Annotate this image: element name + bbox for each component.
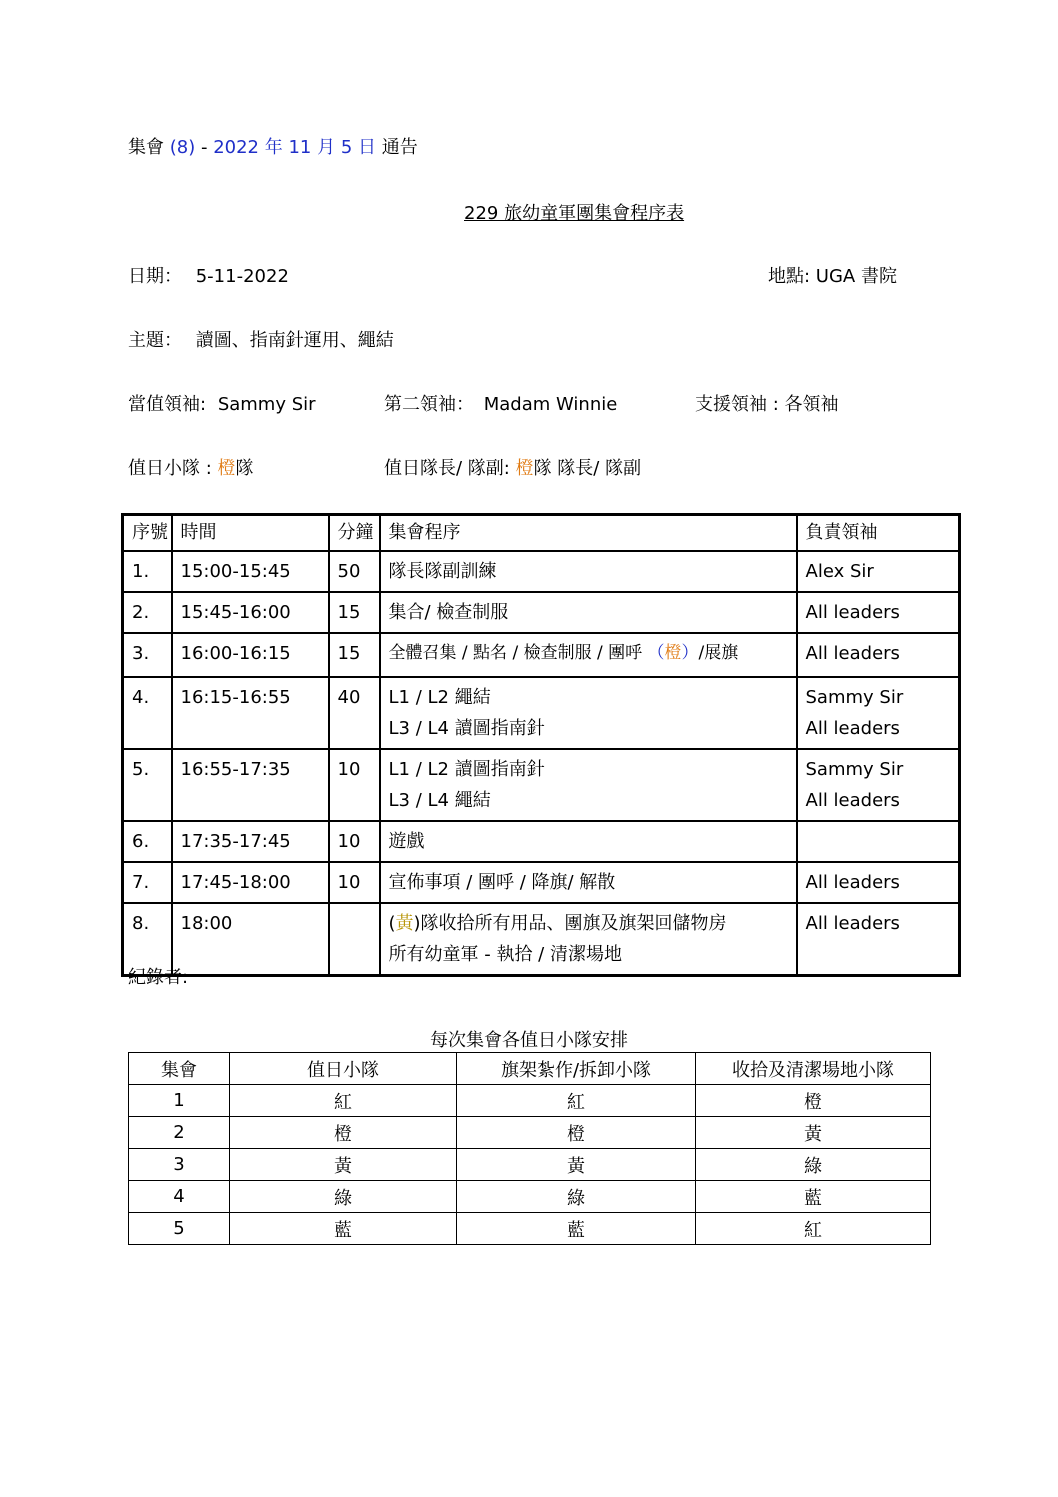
row-no: 1. xyxy=(123,551,172,592)
cell: 綠 xyxy=(457,1181,696,1213)
recorder-label: 紀錄者: xyxy=(128,967,189,988)
table-row xyxy=(123,749,960,821)
duty-patrol-leader-label: 值日隊長/ 隊副: xyxy=(384,458,516,479)
paren-open: ( xyxy=(388,913,396,934)
program-text: )隊收拾所有用品、團旗及旗架回儲物房 xyxy=(413,913,727,934)
row-time: 16:00-16:15 xyxy=(172,633,329,677)
leader-line-1: Sammy Sir xyxy=(805,759,904,780)
table-row xyxy=(123,862,960,903)
program-line-2: L3 / L4 讀圖指南針 xyxy=(388,718,545,739)
date-value: 5-11-2022 xyxy=(195,266,289,287)
table-row xyxy=(123,677,960,749)
theme-value: 讀圖、指南針運用、繩結 xyxy=(195,330,394,351)
notice-day-unit: 日 xyxy=(352,137,376,158)
second-leader-value: Madam Winnie xyxy=(483,394,618,415)
header-cleanup-patrol: 收拾及清潔場地小隊 xyxy=(696,1053,931,1085)
row-leader: All leaders xyxy=(797,862,960,903)
header-leader: 負責領袖 xyxy=(797,515,960,552)
theme-line xyxy=(128,326,394,352)
notice-heading xyxy=(128,133,418,159)
row-no: 2. xyxy=(123,592,172,633)
patrol-color: 橙 xyxy=(664,643,682,663)
close-paren: ） xyxy=(681,643,699,663)
row-time: 18:00 xyxy=(172,903,329,976)
notice-suffix: 通告 xyxy=(376,137,418,158)
leader-line-2: All leaders xyxy=(805,790,900,811)
leader-line-2: All leaders xyxy=(805,718,900,739)
second-leader-label: 第二領袖： xyxy=(384,394,474,415)
row-leader: All leaders xyxy=(797,592,960,633)
cell: 5 xyxy=(129,1213,230,1245)
row-program xyxy=(380,903,797,976)
cell: 藍 xyxy=(696,1181,931,1213)
notice-month: 11 xyxy=(288,137,312,158)
cell: 橙 xyxy=(457,1117,696,1149)
cell: 黃 xyxy=(457,1149,696,1181)
duty-leader-value: Sammy Sir xyxy=(217,394,316,415)
row-leader: All leaders xyxy=(797,903,960,976)
program-table-header xyxy=(123,515,960,552)
program-table xyxy=(121,513,961,977)
row-time: 15:00-15:45 xyxy=(172,551,329,592)
notice-dash: - xyxy=(195,137,214,158)
row-minutes: 40 xyxy=(329,677,380,749)
cell: 1 xyxy=(129,1085,230,1117)
duty-patrol xyxy=(128,454,254,480)
row-program: 隊長隊副訓練 xyxy=(380,551,797,592)
cell: 黃 xyxy=(230,1149,457,1181)
row-minutes: 10 xyxy=(329,821,380,862)
duty-patrol-suffix: 隊 xyxy=(235,458,254,479)
row-time: 16:15-16:55 xyxy=(172,677,329,749)
row-program: 遊戲 xyxy=(380,821,797,862)
duty-table xyxy=(128,1052,931,1245)
cell: 紅 xyxy=(457,1085,696,1117)
header-program: 集會程序 xyxy=(380,515,797,552)
program-text-end: /展旗 xyxy=(698,643,739,663)
cell: 紅 xyxy=(230,1085,457,1117)
row-program xyxy=(380,749,797,821)
cell: 4 xyxy=(129,1181,230,1213)
support-leaders: 支援領袖 : 各領袖 xyxy=(695,394,839,415)
row-minutes: 15 xyxy=(329,633,380,677)
cell: 橙 xyxy=(230,1117,457,1149)
row-no: 3. xyxy=(123,633,172,677)
date-line xyxy=(128,262,289,288)
row-minutes xyxy=(329,903,380,976)
table-row xyxy=(123,903,960,976)
duty-patrol-leaders xyxy=(384,454,641,480)
duty-leader-label: 當值領袖: xyxy=(128,394,207,415)
cell: 橙 xyxy=(696,1085,931,1117)
table-row xyxy=(129,1117,931,1149)
notice-year-unit: 年 xyxy=(259,137,289,158)
row-minutes: 50 xyxy=(329,551,380,592)
notice-month-unit: 月 xyxy=(311,137,341,158)
row-time: 16:55-17:35 xyxy=(172,749,329,821)
cell: 3 xyxy=(129,1149,230,1181)
open-paren: （ xyxy=(647,643,665,663)
header-no: 序號 xyxy=(123,515,172,552)
row-minutes: 10 xyxy=(329,862,380,903)
row-time: 17:35-17:45 xyxy=(172,821,329,862)
cell: 綠 xyxy=(230,1181,457,1213)
duty-patrol-label: 值日小隊 : xyxy=(128,458,218,479)
page-title: 229 旅幼童軍團集會程序表 xyxy=(464,203,685,224)
duty-patrol-color: 橙 xyxy=(217,458,236,479)
cell: 2 xyxy=(129,1117,230,1149)
duty-leader xyxy=(128,390,316,416)
program-line-1: L1 / L2 讀圖指南針 xyxy=(388,759,545,780)
row-program xyxy=(380,677,797,749)
row-program: 集合/ 檢查制服 xyxy=(380,592,797,633)
cell: 綠 xyxy=(696,1149,931,1181)
row-no: 5. xyxy=(123,749,172,821)
header-flag-patrol: 旗架紮作/拆卸小隊 xyxy=(457,1053,696,1085)
header-minutes: 分鐘 xyxy=(329,515,380,552)
patrol-color: 黃 xyxy=(395,913,414,934)
cell: 藍 xyxy=(230,1213,457,1245)
table-row xyxy=(129,1085,931,1117)
table-row xyxy=(129,1181,931,1213)
row-program: 宣佈事項 / 團呼 / 降旗/ 解散 xyxy=(380,862,797,903)
header-time: 時間 xyxy=(172,515,329,552)
leader-line-1: Sammy Sir xyxy=(805,687,904,708)
table-row xyxy=(129,1149,931,1181)
row-no: 4. xyxy=(123,677,172,749)
notice-day: 5 xyxy=(340,137,353,158)
cell: 黃 xyxy=(696,1117,931,1149)
table-row xyxy=(123,592,960,633)
table-row xyxy=(123,821,960,862)
row-no: 7. xyxy=(123,862,172,903)
location: 地點: UGA 書院 xyxy=(768,266,897,287)
duty-patrol-leader-color: 橙 xyxy=(515,458,534,479)
row-leader xyxy=(797,821,960,862)
row-minutes: 15 xyxy=(329,592,380,633)
row-leader: Alex Sir xyxy=(797,551,960,592)
program-text: 全體召集 / 點名 / 檢查制服 / 團呼 xyxy=(388,643,648,663)
cell: 紅 xyxy=(696,1213,931,1245)
notice-year: 2022 xyxy=(213,137,259,158)
meeting-number: (8) xyxy=(169,137,196,158)
program-line-2: 所有幼童軍 - 執拾 / 清潔場地 xyxy=(388,944,622,965)
row-leader xyxy=(797,749,960,821)
date-label: 日期： xyxy=(128,266,182,287)
table-row xyxy=(129,1213,931,1245)
program-line-1 xyxy=(389,908,788,939)
program-line-2: L3 / L4 繩結 xyxy=(388,790,491,811)
duty-table-title: 每次集會各值日小隊安排 xyxy=(430,1030,628,1051)
row-no: 8. xyxy=(123,903,172,976)
program-line-1: L1 / L2 繩結 xyxy=(388,687,491,708)
row-minutes: 10 xyxy=(329,749,380,821)
duty-table-header xyxy=(129,1053,931,1085)
row-time: 15:45-16:00 xyxy=(172,592,329,633)
row-no: 6. xyxy=(123,821,172,862)
theme-label: 主題： xyxy=(128,330,182,351)
row-time: 17:45-18:00 xyxy=(172,862,329,903)
second-leader xyxy=(384,390,617,416)
duty-patrol-leader-suffix: 隊 隊長/ 隊副 xyxy=(533,458,642,479)
header-meeting: 集會 xyxy=(129,1053,230,1085)
table-row xyxy=(123,551,960,592)
table-row xyxy=(123,633,960,677)
cell: 藍 xyxy=(457,1213,696,1245)
notice-prefix: 集會 xyxy=(128,137,164,158)
row-program xyxy=(380,633,797,677)
row-leader xyxy=(797,677,960,749)
header-duty-patrol: 值日小隊 xyxy=(230,1053,457,1085)
row-leader: All leaders xyxy=(797,633,960,677)
